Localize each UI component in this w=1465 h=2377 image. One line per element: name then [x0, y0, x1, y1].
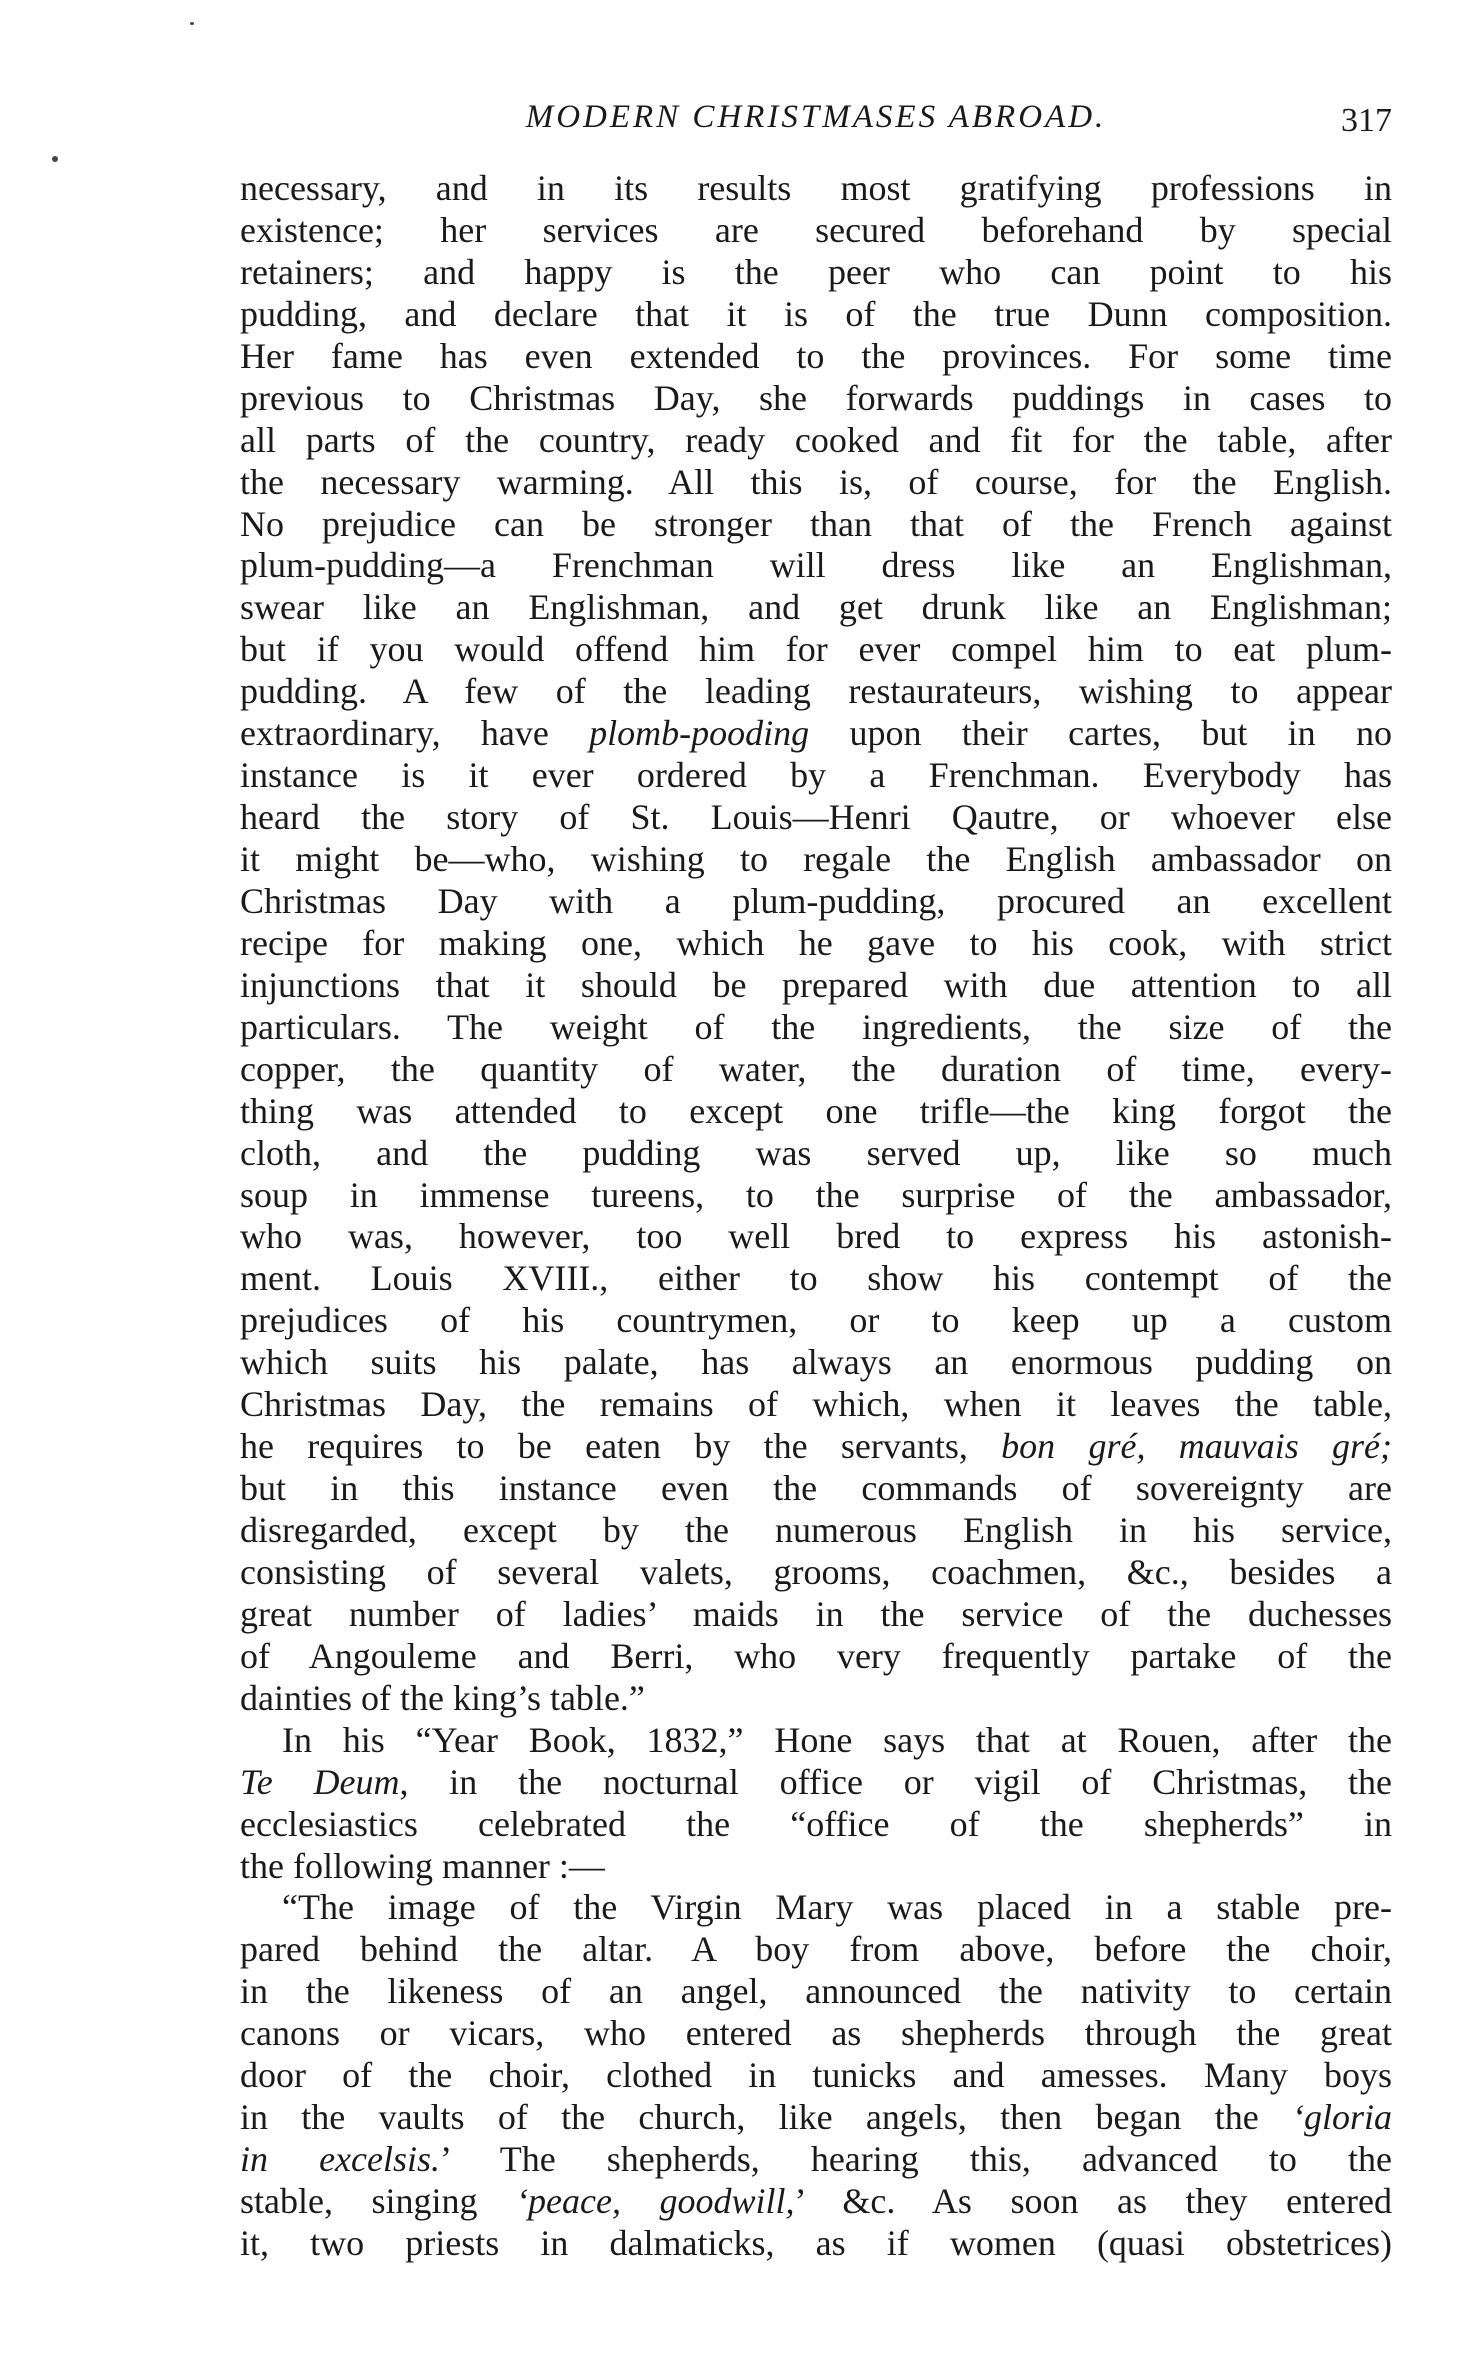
text-segment: injunctions that it should be prepared with due attention to all [240, 964, 1392, 1005]
text-line [240, 1636, 1392, 1678]
text-line [240, 2097, 1392, 2139]
text-segment: great number of ladies’ maids in the service of the duchesses [240, 1593, 1392, 1634]
text-line [240, 713, 1392, 755]
text-line [240, 462, 1392, 504]
text-line [240, 1552, 1392, 1594]
text-line [240, 1426, 1392, 1468]
text-segment: plum-pudding—a Frenchman will dress like an Englishman, [240, 545, 1392, 586]
text-segment: instance is it ever ordered by a Frenchman. Everybody has [240, 755, 1392, 796]
text-segment: retainers; and happy is the peer who can point to his [240, 251, 1392, 292]
text-segment: all parts of the country, ready cooked and fit for the table, after [240, 419, 1392, 460]
italic-text: Te Deum [240, 1761, 400, 1802]
text-line [240, 1971, 1392, 2013]
text-line [240, 2013, 1392, 2055]
text-line [240, 671, 1392, 713]
text-segment: which suits his palate, has always an enormous pudding on [240, 1342, 1392, 1383]
text-segment: in the vaults of the church, like angels, then began the [240, 2097, 1292, 2138]
text-line [240, 923, 1392, 965]
text-segment: recipe for making one, which he gave to his cook, with strict [240, 922, 1392, 963]
italic-text: ‘gloria [1291, 2097, 1392, 2138]
text-segment: dainties of the king’s table.” [240, 1677, 645, 1718]
text-segment: In his “Year Book, 1832,” Hone says that at Rouen, after the [282, 1719, 1392, 1760]
running-title: MODERN CHRISTMASES ABROAD. [525, 99, 1107, 135]
text-segment: extraordinary, have [240, 713, 590, 754]
text-segment: it might be—who, wishing to regale the English ambassador on [240, 839, 1392, 879]
text-line [240, 1133, 1392, 1175]
text-line [240, 1762, 1392, 1804]
text-segment: No prejudice can be stronger than that of the French against [240, 503, 1392, 544]
text-line [240, 1678, 1392, 1720]
text-line [240, 1007, 1392, 1049]
text-segment: thing was attended to except one trifle—the king forgot the [240, 1090, 1392, 1131]
text-segment: swear like an Englishman, and get drunk like an Englishman; [240, 587, 1392, 628]
text-segment: Christmas Day, the remains of which, when it leaves the table, [240, 1384, 1392, 1425]
text-segment: he requires to be eaten by the servants, [240, 1426, 1002, 1467]
text-line [240, 294, 1392, 336]
text-segment: ment. Louis XVIII., either to show his contempt of the [240, 1258, 1392, 1299]
text-line [240, 1720, 1392, 1762]
text-line [240, 504, 1392, 546]
italic-text: plomb-pooding [589, 713, 810, 754]
italic-text: ‘peace, goodwill, [516, 2181, 795, 2221]
text-segment: previous to Christmas Day, she forwards puddings in cases to [240, 377, 1392, 418]
text-segment: ’ The shepherds, hearing this, advanced to the [440, 2139, 1392, 2180]
text-segment: soup in immense tureens, to the surprise of the ambassador, [240, 1174, 1392, 1215]
text-line [240, 252, 1392, 294]
text-line [240, 629, 1392, 671]
text-segment: necessary, and in its results most gratifying professions in [240, 168, 1392, 208]
text-line [240, 755, 1392, 797]
text-segment: , in the nocturnal office or vigil of Christmas, the [399, 1761, 1392, 1802]
text-line [240, 797, 1392, 839]
body-text [240, 168, 1392, 2265]
stray-ink-mark [190, 22, 194, 25]
text-segment: who was, however, too well bred to express his astonish- [240, 1216, 1392, 1257]
text-line [240, 1594, 1392, 1636]
text-line [240, 2223, 1392, 2265]
text-line [240, 1804, 1392, 1846]
text-line [240, 1216, 1392, 1258]
text-segment: it, two priests in dalmaticks, as if women (quasi obstetrices) [240, 2222, 1392, 2263]
text-line [240, 1887, 1392, 1929]
italic-text: in excelsis. [240, 2139, 441, 2180]
text-segment: copper, the quantity of water, the duration of time, every- [240, 1048, 1392, 1089]
text-segment: existence; her services are secured beforehand by special [240, 209, 1392, 250]
text-line [240, 1846, 1392, 1888]
text-segment: of Angouleme and Berri, who very frequently partake of the [240, 1635, 1392, 1676]
text-segment: Her fame has even extended to the provinces. For some time [240, 335, 1392, 376]
text-line [240, 587, 1392, 629]
text-segment: in the likeness of an angel, announced the nativity to certain [240, 1971, 1392, 2012]
text-segment: disregarded, except by the numerous English in his service, [240, 1510, 1392, 1550]
text-segment: particulars. The weight of the ingredients, the size of the [240, 1006, 1392, 1047]
text-segment: “The image of the Virgin Mary was placed in a stable pre- [282, 1887, 1392, 1928]
text-line [240, 210, 1392, 252]
page-number: 317 [1341, 102, 1392, 139]
text-line [240, 1175, 1392, 1217]
text-line [240, 336, 1392, 378]
text-line [240, 2055, 1392, 2097]
text-segment: Christmas Day with a plum-pudding, procured an excellent [240, 880, 1392, 921]
text-line [240, 1929, 1392, 1971]
text-line [240, 1258, 1392, 1300]
text-segment: upon their cartes, but in no [809, 713, 1392, 754]
text-segment: canons or vicars, who entered as shepherds through the great [240, 2013, 1392, 2054]
text-segment: heard the story of St. Louis—Henri Qautre, or whoever else [240, 797, 1392, 838]
text-segment: pudding, and declare that it is of the true Dunn composition. [240, 293, 1392, 334]
text-segment: ’ &c. As soon as they entered [794, 2181, 1392, 2221]
text-line [240, 378, 1392, 420]
text-line [240, 168, 1392, 210]
text-line [240, 545, 1392, 587]
text-line [240, 1342, 1392, 1384]
text-line [240, 1049, 1392, 1091]
text-segment: but in this instance even the commands of sovereignty are [240, 1468, 1392, 1509]
text-segment: the following manner :— [240, 1845, 605, 1886]
text-line [240, 965, 1392, 1007]
text-line [240, 1468, 1392, 1510]
text-segment: consisting of several valets, grooms, coachmen, &c., besides a [240, 1551, 1392, 1592]
text-line [240, 1510, 1392, 1552]
text-segment: ecclesiastics celebrated the “office of the shepherds” in [240, 1803, 1392, 1844]
text-line [240, 1300, 1392, 1342]
text-segment: the necessary warming. All this is, of course, for the English. [240, 461, 1392, 502]
text-line [240, 1384, 1392, 1426]
text-segment: pared behind the altar. A boy from above, before the choir, [240, 1929, 1392, 1970]
text-segment: door of the choir, clothed in tunicks and amesses. Many boys [240, 2055, 1392, 2096]
text-line [240, 2139, 1392, 2181]
text-line [240, 1091, 1392, 1133]
text-segment: prejudices of his countrymen, or to keep up a custom [240, 1300, 1392, 1341]
italic-text: bon gré, mauvais gré; [1001, 1426, 1392, 1467]
text-line [240, 839, 1392, 881]
text-line [240, 420, 1392, 462]
text-segment: pudding. A few of the leading restaurateurs, wishing to appear [240, 671, 1392, 712]
text-line [240, 2181, 1392, 2223]
text-segment: cloth, and the pudding was served up, like so much [240, 1132, 1392, 1173]
stray-ink-mark [52, 156, 58, 162]
text-segment: stable, singing [240, 2181, 517, 2221]
text-line [240, 881, 1392, 923]
text-segment: but if you would offend him for ever compel him to eat plum- [240, 629, 1392, 670]
running-head [240, 92, 1392, 142]
